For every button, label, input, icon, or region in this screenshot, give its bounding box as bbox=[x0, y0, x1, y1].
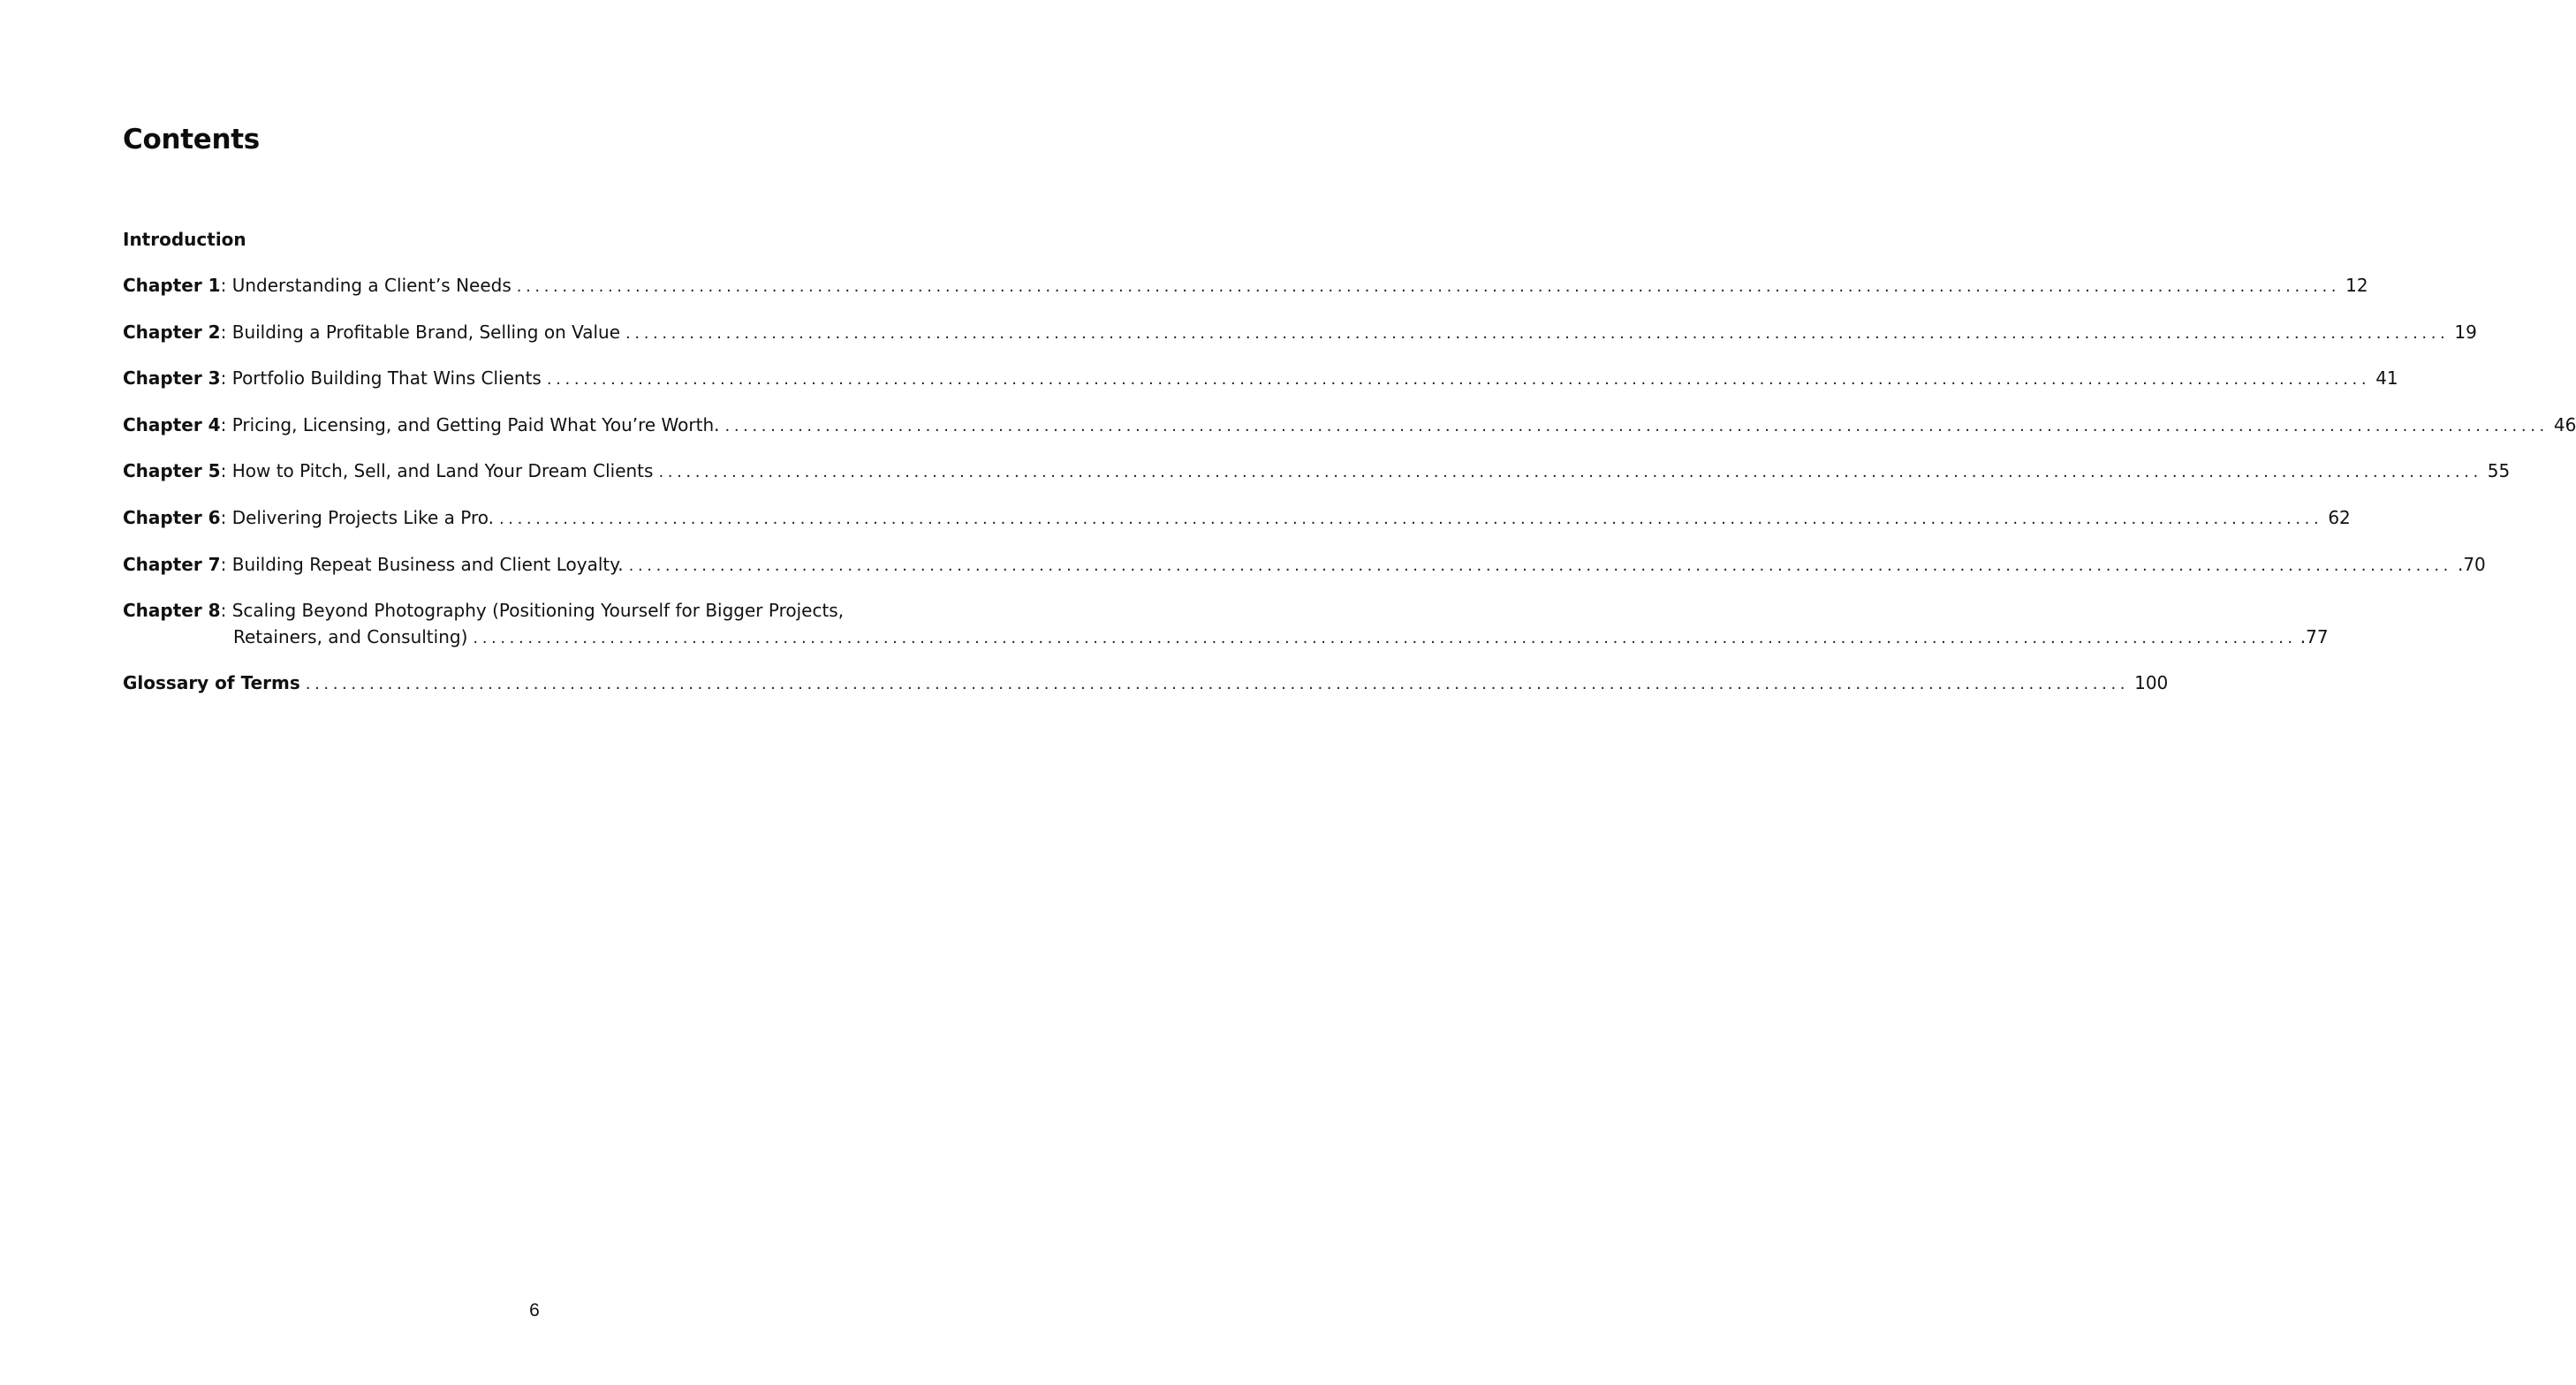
toc-entry-chapter-6 bbox=[123, 504, 2351, 531]
toc-entry-chapter-7 bbox=[123, 551, 2486, 578]
chapter-title: Portfolio Building That Wins Clients bbox=[231, 367, 542, 390]
page-number: 6 bbox=[529, 1300, 540, 1321]
toc-entry-chapter-2 bbox=[123, 319, 2477, 345]
dot-leader: ........................................................................................................................................................................................................ bbox=[473, 629, 2297, 648]
chapter-label: Chapter 1 bbox=[123, 275, 221, 296]
dot-leader: ........................................................................................................................................................................................................ bbox=[546, 370, 2371, 390]
dot-leader: ........................................................................................................................................................................................................ bbox=[658, 463, 2482, 482]
toc-entry-chapter-5 bbox=[123, 458, 2511, 484]
separator: : bbox=[220, 506, 227, 528]
separator: : bbox=[220, 460, 227, 482]
toc-entry-chapter-4 bbox=[123, 412, 2576, 438]
chapter-label: Chapter 8 bbox=[123, 600, 221, 622]
page-ref: 55 bbox=[2487, 460, 2511, 482]
chapter-label: Chapter 2 bbox=[123, 321, 221, 343]
separator: : bbox=[220, 367, 227, 390]
dot-leader: ........................................................................................................................................................................................................ bbox=[516, 277, 2341, 296]
chapter-label: Chapter 4 bbox=[123, 413, 221, 435]
dot-leader: ........................................................................................................................................................................................................ bbox=[628, 556, 2452, 575]
page-ref: 62 bbox=[2328, 506, 2351, 528]
dot-leader: ........................................................................................................................................................................................................ bbox=[625, 323, 2450, 343]
chapter-title: Building a Profitable Brand, Selling on Value bbox=[231, 321, 621, 343]
dot-leader: ........................................................................................................................................................................................................ bbox=[724, 416, 2549, 435]
page-ref: 19 bbox=[2454, 321, 2477, 343]
chapter-title: Pricing, Licensing, and Getting Paid What You’re Worth. bbox=[231, 413, 720, 435]
chapter-title-continued: Retainers, and Consulting) bbox=[233, 626, 468, 648]
dot-leader: ........................................................................................................................................................................................................ bbox=[498, 509, 2323, 528]
toc-entry-glossary bbox=[123, 670, 2169, 696]
separator: : bbox=[220, 275, 227, 296]
table-of-contents bbox=[123, 226, 2576, 716]
page-ref: .77 bbox=[2299, 626, 2329, 648]
separator: : bbox=[220, 321, 227, 343]
chapter-title-line-1 bbox=[123, 597, 924, 624]
chapter-title: Delivering Projects Like a Pro. bbox=[231, 506, 494, 528]
page-ref: 100 bbox=[2134, 672, 2169, 694]
glossary-label: Glossary of Terms bbox=[123, 672, 300, 694]
chapter-title-line-2 bbox=[123, 624, 2329, 650]
page-ref: .70 bbox=[2457, 553, 2486, 575]
toc-introduction: Introduction bbox=[123, 229, 246, 250]
chapter-label: Chapter 3 bbox=[123, 367, 221, 390]
chapter-title: Building Repeat Business and Client Loyalty. bbox=[231, 553, 624, 575]
separator: : bbox=[220, 413, 227, 435]
chapter-title: Scaling Beyond Photography (Positioning Yourself for Bigger Projects, bbox=[231, 600, 845, 622]
page-ref: 12 bbox=[2345, 275, 2368, 296]
contents-heading: Contents bbox=[123, 124, 260, 155]
toc-entry-chapter-3 bbox=[123, 365, 2398, 391]
chapter-label: Chapter 7 bbox=[123, 553, 221, 575]
page-ref: 41 bbox=[2375, 367, 2398, 390]
separator: : bbox=[220, 600, 227, 622]
chapter-label: Chapter 6 bbox=[123, 506, 221, 528]
toc-entry-chapter-1 bbox=[123, 272, 2368, 299]
chapter-title: How to Pitch, Sell, and Land Your Dream Clients bbox=[231, 460, 654, 482]
page-ref: 46 bbox=[2553, 413, 2576, 435]
chapter-label: Chapter 5 bbox=[123, 460, 221, 482]
chapter-title: Understanding a Client’s Needs bbox=[231, 275, 511, 296]
separator: : bbox=[220, 553, 227, 575]
toc-entry-chapter-8 bbox=[123, 597, 2329, 650]
dot-leader: ........................................................................................................................................................................................................ bbox=[305, 675, 2130, 694]
